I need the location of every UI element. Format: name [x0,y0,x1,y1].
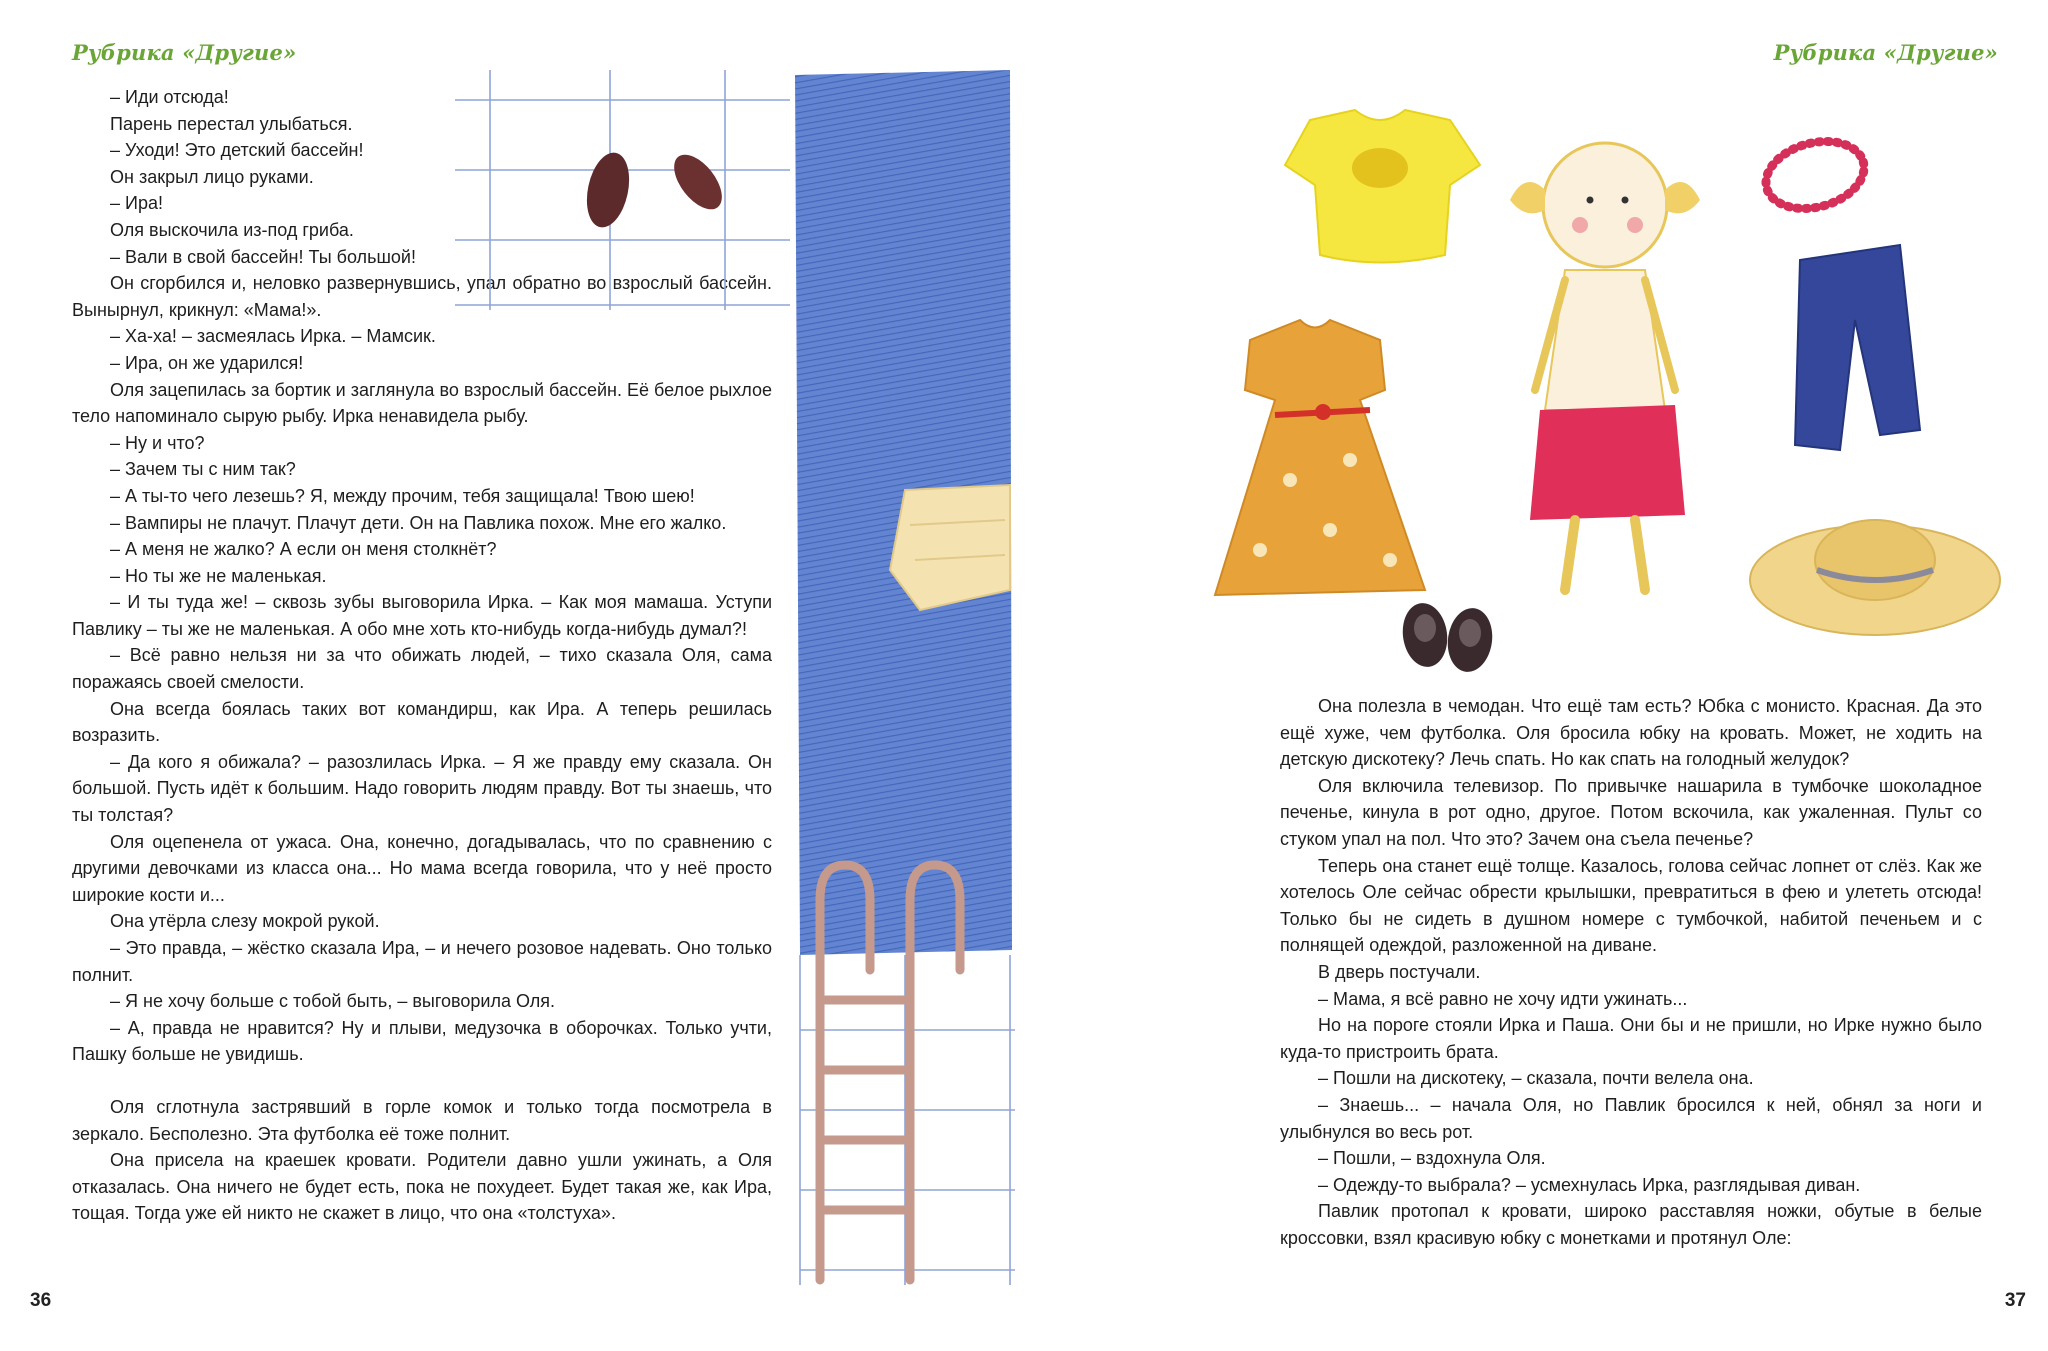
jeans [1795,245,1920,450]
paragraph: Оля включила телевизор. По привычке нашарила в тумбочке шоколадное печенье, кинула в рот одно, другое. Потом вскочила, как ужаленная. Пульт со стуком упал на пол. Что это? Зачем она съела печенье? [1280,775,1982,849]
paragraph: – Ну и что? [110,432,205,453]
paragraph: Она утёрла слезу мокрой рукой. [110,911,380,932]
page-number-left: 36 [30,1290,52,1311]
paragraph: – Знаешь... – начала Оля, но Павлик бросился к ней, обнял за ноги и улыбнулся во весь рот. [1280,1094,1982,1142]
paragraph: – Это правда, – жёстко сказала Ира, – и нечего розовое надевать. Оно только полнит. [72,938,772,985]
paragraph: Она всегда боялась таких вот командирш, как Ира. А теперь решилась возразить. [72,698,772,746]
slippers [581,146,732,231]
paragraph: – Я не хочу больше с тобой быть, – выговорила Оля. [110,991,556,1012]
tshirt [1285,110,1480,263]
paragraph: Парень перестал улыбаться. [110,113,353,134]
paragraph: – Пошли, – вздохнула Оля. [1318,1148,1546,1169]
paragraph: – Вали в свой бассейн! Ты большой! [110,246,416,267]
page-number-right: 37 [2004,1290,2026,1311]
paragraph: Оля зацепилась за бортик и заглянула во взрослый бассейн. Её белое рыхлое тело напоминало сырую рыбу. Ирка ненавидела рыбу. [72,379,772,427]
right-text-column [1280,693,1982,1251]
necklace [1758,131,1871,219]
paragraph: – Уходи! Это детский бассейн! [110,140,364,161]
paragraph: Оля оцепенела от ужаса. Она, конечно, догадывалась, что по сравнению с другими девочками из класса она... Но мама всегда говорила, что у неё просто широкие кости и... [72,831,772,905]
shoes [1399,600,1496,675]
towel [890,485,1010,610]
rubric-left: Рубрика «Другие» [72,40,297,65]
paragraph: – Иди отсюда! [110,87,229,107]
paragraph: Теперь она станет ещё толще. Казалось, голова сейчас лопнет от слёз. Как же хотелось Оле сейчас обрести крылышки, превратиться в фею и улететь отсюда! Только бы не сидеть в душном номере с тумбочкой, набитой печеньем и с полнящей одеждой, разложенной на диване. [1280,855,1982,956]
rubric-right: Рубрика «Другие» [1773,40,1998,65]
paragraph: В дверь постучали. [1318,961,1481,982]
dress [1215,320,1425,595]
paragraph: – А, правда не нравится? Ну и плыви, медузочка в оборочках. Только учти, Пашку больше не увидишь. [72,1017,772,1065]
paragraph: – Но ты же не маленькая. [110,565,327,586]
paragraph: Он закрыл лицо руками. [110,166,314,187]
paragraph: – Да кого я обижала? – разозлилась Ирка. – Я же правду ему сказала. Он большой. Пусть идёт к большим. Надо говорить людям правду. Вот ты знаешь, что ты толстая? [72,751,772,826]
paragraph: – Вампиры не плачут. Плачут дети. Он на Павлика похож. Мне его жалко. [110,512,727,533]
paragraph: – И ты туда же! – сквозь зубы выговорила Ирка. – Как моя мамаша. Уступи Павлику – ты же не маленькая. А обо мне хоть кто-нибудь когда-нибудь думал?! [72,592,772,639]
paragraph: – Одежду-то выбрала? – усмехнулась Ирка, разглядывая диван. [1318,1174,1861,1195]
paragraph: – А ты-то чего лезешь? Я, между прочим, тебя защищала! Твою шею! [110,485,695,506]
paragraph: – Мама, я всё равно не хочу идти ужинать... [1318,988,1688,1009]
paragraph: – Всё равно нельзя ни за что обижать людей, – тихо сказала Оля, сама поражаясь своей смелости. [72,645,772,693]
paragraph: – Ира, он же ударился! [110,352,304,373]
paragraph: – Пошли на дискотеку, – сказала, почти велела она. [1318,1068,1754,1089]
paragraph: – Ха-ха! – засмеялась Ирка. – Мамсик. [110,326,436,347]
clothes-illustration [1180,90,2000,680]
paragraph: Оля сглотнула застрявший в горле комок и только тогда посмотрела в зеркало. Бесполезно. Эта футболка её тоже полнит. [72,1096,772,1144]
paragraph: – Ира! [110,193,163,214]
paragraph: Она полезла в чемодан. Что ещё там есть? Юбка с монисто. Красная. Да это ещё хуже, чем футболка. Оля бросила юбку на кровать. Может, не ходить на детскую дискотеку? Лечь спать. Но как спать на голодный желудок? [1280,696,1982,770]
paragraph: Она присела на краешек кровати. Родители давно ушли ужинать, а Оля отказалась. Она ничего не будет есть, пока не похудеет. Будет такая же, как Ира, тощая. Тогда уже ей никто не скажет в лицо, что она «толстуха». [72,1150,772,1224]
paragraph: – А меня не жалко? А если он меня столкнёт? [110,539,497,560]
pool-illustration [450,70,1040,1290]
paragraph: Он сгорбился и, неловко развернувшись, упал обратно во взрослый бассейн. Вынырнул, крикнул: «Мама!». [72,273,772,320]
straw-hat [1750,520,2000,635]
paragraph: Павлик протопал к кровати, широко расставляя ножки, обутые в белые кроссовки, взял красивую юбку с монетками и протянул Оле: [1280,1201,1982,1248]
paragraph: Оля выскочила из-под гриба. [110,219,354,240]
girl-figure [1510,143,1700,590]
paragraph: Но на пороге стояли Ирка и Паша. Они бы и не пришли, но Ирке нужно было куда-то пристроить брата. [1280,1015,1982,1062]
paragraph: – Зачем ты с ним так? [110,459,296,480]
